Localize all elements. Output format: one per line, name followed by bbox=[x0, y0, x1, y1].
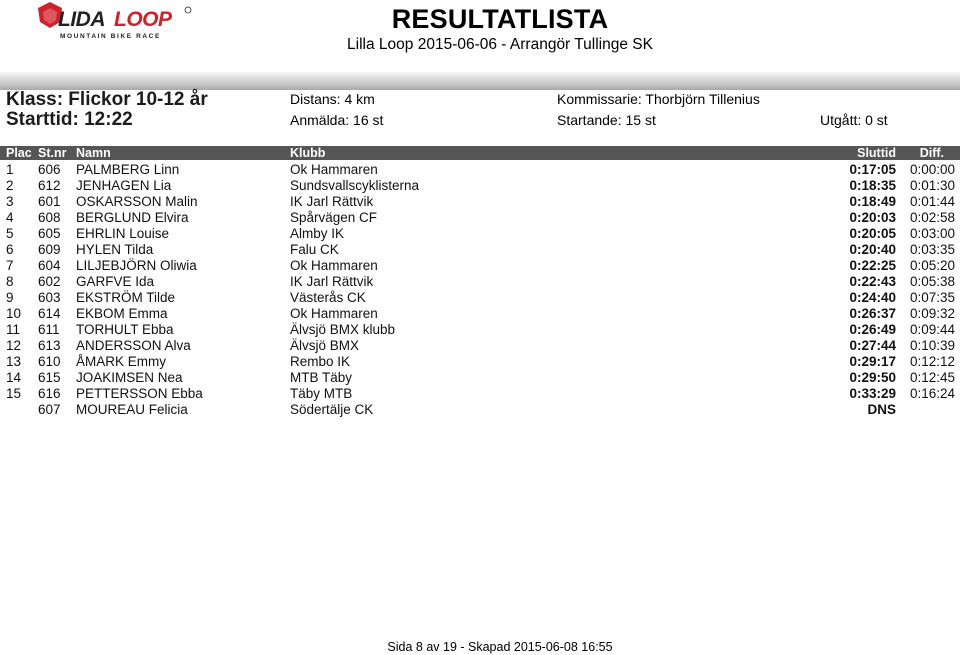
cell-sluttid: 0:20:40 bbox=[849, 242, 896, 257]
cell-namn: EKBOM Emma bbox=[76, 306, 168, 321]
cell-namn: TORHULT Ebba bbox=[76, 322, 174, 337]
cell-namn: ÅMARK Emmy bbox=[76, 354, 167, 369]
cell-stnr: 615 bbox=[38, 370, 61, 385]
cell-plac: 4 bbox=[6, 210, 14, 225]
table-row bbox=[0, 338, 960, 354]
cell-namn: JENHAGEN Lia bbox=[76, 178, 172, 193]
table-row bbox=[0, 306, 960, 322]
column-header-plac: Plac bbox=[6, 146, 32, 160]
cell-klubb: Älvsjö BMX klubb bbox=[290, 322, 396, 337]
cell-sluttid: 0:24:40 bbox=[849, 290, 896, 305]
cell-diff: 0:12:45 bbox=[909, 370, 955, 385]
svg-text:MOUNTAIN BIKE RACE: MOUNTAIN BIKE RACE bbox=[60, 33, 161, 40]
event-subtitle: Lilla Loop 2015-06-06 - Arrangör Tullinge SK bbox=[347, 36, 653, 53]
cell-diff bbox=[880, 402, 955, 418]
cell-diff: 0:16:24 bbox=[909, 386, 955, 401]
distance-label: Distans: 4 km bbox=[290, 91, 375, 107]
cell-diff: 0:00:00 bbox=[909, 162, 955, 177]
cell-stnr: 613 bbox=[38, 338, 61, 353]
registered-label: Anmälda: 16 st bbox=[290, 112, 384, 128]
cell-plac bbox=[6, 402, 32, 418]
cell-namn: PALMBERG Linn bbox=[76, 162, 180, 177]
cell-sluttid: 0:26:37 bbox=[849, 306, 896, 321]
cell-plac: 1 bbox=[6, 162, 14, 177]
cell-stnr: 602 bbox=[38, 274, 61, 289]
cell-sluttid: 0:33:29 bbox=[849, 386, 896, 401]
cell-stnr: 607 bbox=[38, 402, 61, 417]
cell-namn: BERGLUND Elvira bbox=[76, 210, 189, 225]
starters-label: Startande: 15 st bbox=[557, 112, 656, 128]
cell-stnr: 614 bbox=[38, 306, 61, 321]
cell-plac: 3 bbox=[6, 194, 14, 209]
cell-plac: 9 bbox=[6, 290, 14, 305]
cell-klubb: Västerås CK bbox=[290, 290, 366, 305]
column-header-stnr: St.nr bbox=[38, 146, 67, 160]
table-row bbox=[0, 274, 960, 290]
cell-klubb: Södertälje CK bbox=[290, 402, 374, 417]
table-row bbox=[0, 370, 960, 386]
cell-stnr: 616 bbox=[38, 386, 61, 401]
table-row bbox=[0, 194, 960, 210]
table-row bbox=[0, 242, 960, 258]
cell-sluttid: 0:22:25 bbox=[849, 258, 896, 273]
cell-namn: PETTERSSON Ebba bbox=[76, 386, 203, 401]
cell-plac: 8 bbox=[6, 274, 14, 289]
cell-plac: 15 bbox=[6, 386, 22, 401]
column-header-klubb: Klubb bbox=[290, 146, 326, 160]
cell-diff: 0:07:35 bbox=[909, 290, 955, 305]
cell-plac: 11 bbox=[6, 322, 21, 337]
cell-stnr: 612 bbox=[38, 178, 61, 193]
cell-namn: ANDERSSON Alva bbox=[76, 338, 191, 353]
cell-klubb: Almby IK bbox=[290, 226, 345, 241]
cell-diff: 0:10:39 bbox=[909, 338, 955, 353]
cell-diff: 0:01:44 bbox=[909, 194, 955, 209]
cell-diff: 0:03:00 bbox=[909, 226, 955, 241]
cell-namn: EHRLIN Louise bbox=[76, 226, 170, 241]
table-row bbox=[0, 386, 960, 402]
cell-stnr: 605 bbox=[38, 226, 61, 241]
table-row bbox=[0, 226, 960, 242]
cell-klubb: Ok Hammaren bbox=[290, 258, 378, 273]
cell-plac: 5 bbox=[6, 226, 14, 241]
table-row bbox=[0, 178, 960, 194]
svg-text:LIDA: LIDA bbox=[58, 8, 105, 31]
cell-klubb: Älvsjö BMX bbox=[290, 338, 360, 353]
cell-plac: 12 bbox=[6, 338, 22, 353]
cell-diff: 0:01:30 bbox=[909, 178, 955, 193]
cell-diff: 0:02:58 bbox=[909, 210, 955, 225]
cell-sluttid: 0:20:03 bbox=[849, 210, 896, 225]
cell-sluttid: 0:17:05 bbox=[849, 162, 896, 177]
table-row bbox=[0, 210, 960, 226]
cell-klubb: Sundsvallscyklisterna bbox=[290, 178, 420, 193]
dnf-count-label: Utgått: 0 st bbox=[820, 112, 888, 128]
cell-sluttid: 0:29:17 bbox=[849, 354, 896, 369]
cell-namn: HYLEN Tilda bbox=[76, 242, 154, 257]
start-time-label: Starttid: 12:22 bbox=[6, 109, 133, 130]
cell-klubb: IK Jarl Rättvik bbox=[290, 274, 374, 289]
cell-plac: 7 bbox=[6, 258, 14, 273]
cell-klubb: Spårvägen CF bbox=[290, 210, 378, 225]
column-header-namn: Namn bbox=[76, 146, 111, 160]
cell-sluttid: 0:18:35 bbox=[849, 178, 896, 193]
cell-stnr: 606 bbox=[38, 162, 61, 177]
cell-sluttid: 0:27:44 bbox=[849, 338, 896, 353]
cell-plac: 6 bbox=[6, 242, 14, 257]
cell-namn: JOAKIMSEN Nea bbox=[76, 370, 183, 385]
cell-sluttid: 0:22:43 bbox=[849, 274, 896, 289]
cell-stnr: 609 bbox=[38, 242, 61, 257]
column-header-diff: Diff. bbox=[919, 146, 944, 160]
cell-namn: LILJEBJÖRN Oliwia bbox=[76, 258, 197, 273]
cell-diff: 0:12:12 bbox=[909, 354, 955, 369]
cell-klubb: Falu CK bbox=[290, 242, 339, 257]
cell-plac: 10 bbox=[6, 306, 22, 321]
cell-plac: 2 bbox=[6, 178, 14, 193]
table-row bbox=[0, 402, 960, 418]
cell-stnr: 604 bbox=[38, 258, 61, 273]
cell-klubb: IK Jarl Rättvik bbox=[290, 194, 374, 209]
header-divider-bar bbox=[0, 72, 960, 90]
commissaire-label: Kommissarie: Thorbjörn Tillenius bbox=[557, 91, 760, 107]
cell-klubb: MTB Täby bbox=[290, 370, 353, 385]
cell-plac: 14 bbox=[6, 370, 22, 385]
cell-plac: 13 bbox=[6, 354, 22, 369]
cell-sluttid: 0:20:05 bbox=[849, 226, 896, 241]
cell-namn: MOUREAU Felicia bbox=[76, 402, 188, 417]
cell-sluttid: DNS bbox=[867, 402, 896, 417]
cell-klubb: Rembo IK bbox=[290, 354, 351, 369]
cell-diff: 0:09:32 bbox=[909, 306, 955, 321]
cell-diff: 0:05:20 bbox=[909, 258, 955, 273]
page-title: RESULTATLISTA bbox=[391, 4, 609, 34]
table-row bbox=[0, 258, 960, 274]
svg-text:LOOP: LOOP bbox=[114, 8, 172, 31]
cell-sluttid: 0:26:49 bbox=[849, 322, 896, 337]
cell-klubb: Ok Hammaren bbox=[290, 162, 378, 177]
cell-sluttid: 0:18:49 bbox=[849, 194, 896, 209]
cell-stnr: 611 bbox=[38, 322, 60, 337]
cell-stnr: 610 bbox=[38, 354, 61, 369]
cell-stnr: 601 bbox=[38, 194, 61, 209]
cell-klubb: Täby MTB bbox=[290, 386, 353, 401]
cell-namn: OSKARSSON Malin bbox=[76, 194, 198, 209]
cell-klubb: Ok Hammaren bbox=[290, 306, 378, 321]
cell-diff: 0:09:44 bbox=[909, 322, 955, 337]
cell-stnr: 608 bbox=[38, 210, 61, 225]
cell-stnr: 603 bbox=[38, 290, 61, 305]
class-label: Klass: Flickor 10-12 år bbox=[6, 89, 208, 110]
table-row bbox=[0, 322, 960, 338]
cell-sluttid: 0:29:50 bbox=[849, 370, 896, 385]
table-row bbox=[0, 162, 960, 178]
table-row bbox=[0, 354, 960, 370]
page-footer: Sida 8 av 19 - Skapad 2015-06-08 16:55 bbox=[387, 640, 613, 654]
cell-namn: GARFVE Ida bbox=[76, 274, 155, 289]
cell-diff: 0:03:35 bbox=[909, 242, 955, 257]
table-row bbox=[0, 290, 960, 306]
cell-namn: EKSTRÖM Tilde bbox=[76, 290, 176, 305]
column-header-sluttid: Sluttid bbox=[857, 146, 896, 160]
cell-diff: 0:05:38 bbox=[909, 274, 955, 289]
